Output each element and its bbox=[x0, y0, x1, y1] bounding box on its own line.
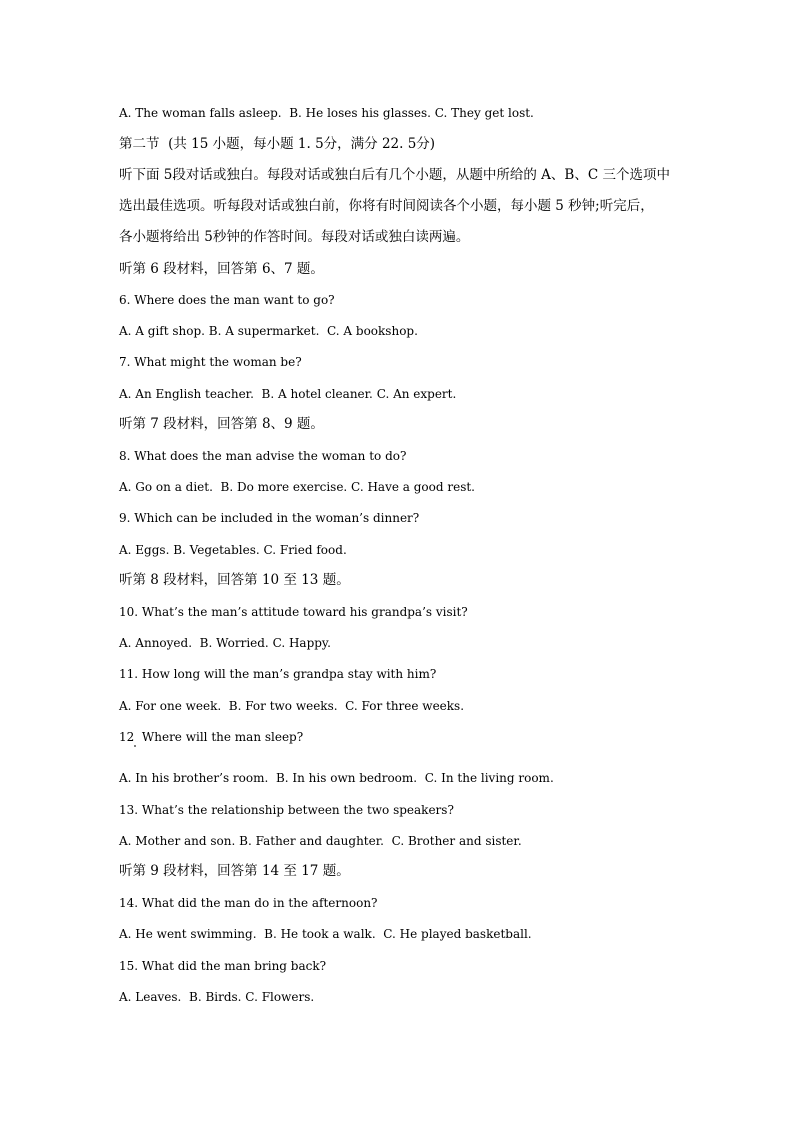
answer-options: A. Annoyed. B. Worried. C. Happy. bbox=[119, 636, 331, 650]
question: 7. What might the woman be? bbox=[119, 355, 302, 369]
instructions-line: 各小题将给出 5秒钟的作答时间。每段对话或独白读两遍。 bbox=[119, 229, 470, 245]
question: 15. What did the man bring back? bbox=[119, 959, 327, 973]
question: 9. Which can be included in the woman’s dinner? bbox=[119, 511, 420, 525]
answer-options: A. Eggs. B. Vegetables. C. Fried food. bbox=[119, 543, 347, 557]
question: 8. What does the man advise the woman to do? bbox=[119, 449, 407, 463]
answer-options: A. A gift shop. B. A supermarket. C. A bookshop. bbox=[119, 324, 418, 338]
question: 14. What did the man do in the afternoon? bbox=[119, 896, 378, 910]
answer-options: A. An English teacher. B. A hotel cleaner. C. An expert. bbox=[119, 387, 457, 401]
answer-options: A. He went swimming. B. He took a walk. C. He played basketball. bbox=[119, 927, 532, 941]
question: 13. What’s the relationship between the two speakers? bbox=[119, 803, 454, 817]
answer-options: A. Leaves. B. Birds. C. Flowers. bbox=[119, 990, 315, 1004]
material-heading: 听第 6 段材料，回答第 6、7 题。 bbox=[119, 261, 324, 277]
material-heading: 听第 9 段材料，回答第 14 至 17 题。 bbox=[119, 863, 350, 879]
question: 12 Where will the man sleep? bbox=[119, 730, 304, 744]
instructions-line: 选出最佳选项。听每段对话或独白前，你将有时间阅读各个小题，每小题 5 秒钟;听完后， bbox=[119, 198, 654, 214]
answer-options: A. Go on a diet. B. Do more exercise. C. Have a good rest. bbox=[119, 480, 475, 494]
material-heading: 听第 7 段材料，回答第 8、9 题。 bbox=[119, 416, 324, 432]
question: 11. How long will the man’s grandpa stay with him? bbox=[119, 667, 437, 681]
text-line: A. The woman falls asleep. B. He loses his glasses. C. They get lost. bbox=[119, 106, 534, 120]
stray-mark bbox=[134, 745, 136, 747]
answer-options: A. In his brother’s room. B. In his own bedroom. C. In the living room. bbox=[119, 771, 554, 785]
answer-options: A. For one week. B. For two weeks. C. For three weeks. bbox=[119, 699, 465, 713]
answer-options: A. Mother and son. B. Father and daughter. C. Brother and sister. bbox=[119, 834, 522, 848]
instructions-line: 听下面 5段对话或独白。每段对话或独白后有几个小题，从题中所给的 A、B、C 三个选项中 bbox=[119, 167, 670, 183]
question: 10. What’s the man’s attitude toward his grandpa’s visit? bbox=[119, 605, 468, 619]
material-heading: 听第 8 段材料，回答第 10 至 13 题。 bbox=[119, 572, 350, 588]
section-heading: 第二节 (共 15 小题，每小题 1. 5分，满分 22. 5分) bbox=[119, 136, 436, 152]
question: 6. Where does the man want to go? bbox=[119, 293, 335, 307]
